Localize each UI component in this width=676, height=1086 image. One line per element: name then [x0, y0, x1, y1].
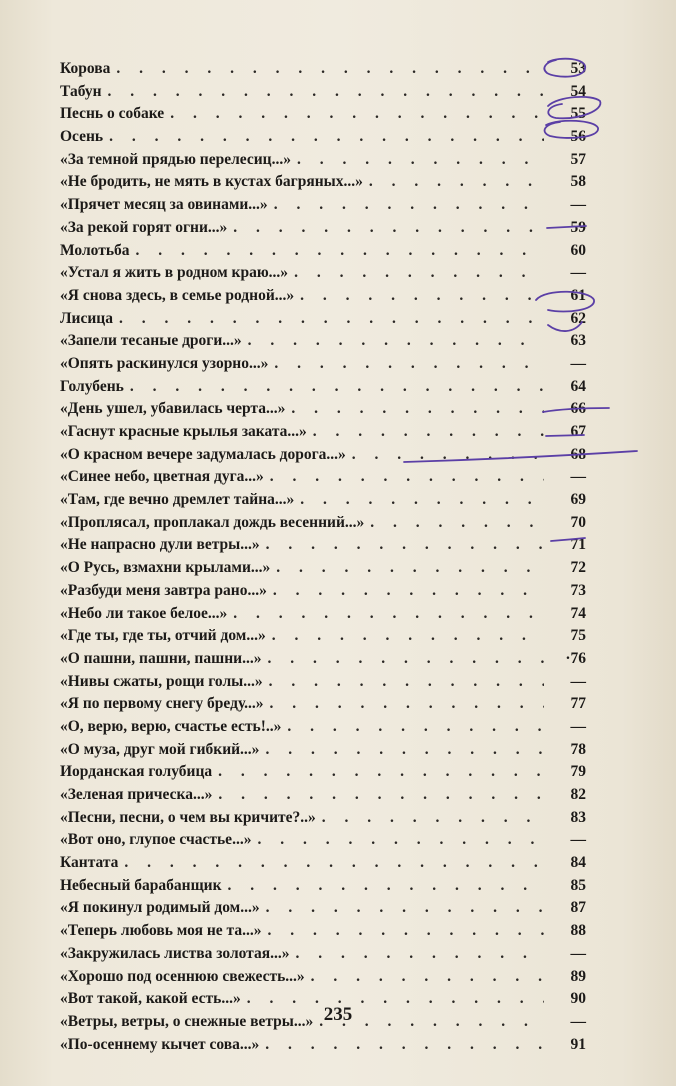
toc-entry-title: «Закружилась листва золотая...»: [60, 944, 290, 962]
page-number: 235: [323, 1004, 353, 1025]
toc-entry: [60, 398, 586, 421]
toc-entry: [60, 1034, 586, 1057]
toc-entry-page: 67: [570, 423, 586, 440]
dot-leader: [274, 353, 544, 376]
toc-entry-title: Корова: [60, 60, 111, 77]
toc-entry-title: Молотьба: [60, 241, 130, 259]
toc-entry-page: 60: [570, 241, 586, 259]
toc-entry-page: —: [570, 354, 586, 372]
dot-leader: [266, 534, 544, 557]
toc-entry-page: 75: [570, 627, 586, 645]
toc-entry-page: —: [570, 468, 586, 486]
dot-leader: [273, 580, 544, 603]
toc-entry-page: 61: [570, 286, 586, 304]
toc-entry-page: 56: [570, 128, 586, 146]
toc-entry-title: «По-осеннему кычет сова...»: [60, 1035, 260, 1053]
toc-entry-title: «Запели тесаные дроги...»: [60, 332, 242, 350]
toc-entry-title: «Я снова здесь, в семье родной...»: [60, 286, 295, 304]
toc-entry-title: Голубень: [60, 377, 124, 395]
dot-leader: [276, 557, 544, 580]
toc-entry-title: «Песни, песни, о чем вы кричите?..»: [60, 808, 316, 826]
toc-entry: [60, 308, 586, 331]
toc-entry-title: Иорданская голубица: [60, 763, 213, 781]
dot-leader: [287, 716, 544, 739]
toc-entry-page: —: [570, 264, 586, 282]
toc-entry-title: «Не бродить, не мять в кустах багряных...»: [60, 173, 363, 191]
toc-entry: [60, 421, 586, 444]
toc-entry-page: 77: [570, 695, 586, 713]
toc-entry-page: 73: [570, 581, 586, 599]
dot-leader: [369, 171, 544, 194]
toc-entry: [60, 875, 586, 898]
toc-entry-title: Кантата: [60, 854, 119, 872]
toc-entry-title: «Синее небо, цветная дуга...»: [60, 468, 264, 486]
toc-entry-title: Песнь о собаке: [60, 105, 165, 123]
toc-entry-title: «Опять раскинулся узорно...»: [60, 354, 269, 372]
toc-entry-title: «Вот оно, глупое счастье...»: [60, 831, 252, 849]
dot-leader: [265, 739, 544, 762]
toc-entry: [60, 103, 586, 126]
dot-leader: [270, 466, 544, 489]
dot-leader: [124, 852, 544, 875]
toc-entry-page: 53: [570, 60, 586, 77]
dot-leader: [313, 421, 544, 444]
dot-leader: [272, 625, 544, 648]
toc-entry-title: «Хорошо под осеннюю свежесть...»: [60, 967, 305, 985]
toc-entry: [60, 784, 586, 807]
toc-entry: [60, 512, 586, 535]
dot-leader: [274, 194, 544, 217]
toc-entry-page: 88: [570, 922, 586, 940]
dot-leader: [228, 875, 544, 898]
dot-leader: [218, 761, 544, 784]
dot-leader: [269, 671, 544, 694]
toc-entry-page: 68: [570, 445, 586, 463]
toc-entry: [60, 852, 586, 875]
toc-entry-title: «За рекой горят огни...»: [60, 218, 228, 236]
toc-entry-page: 89: [570, 967, 586, 985]
toc-entry: [60, 807, 586, 830]
toc-entry-page: 83: [570, 808, 586, 826]
toc-entry: [60, 126, 586, 149]
toc-entry-page: 85: [570, 876, 586, 894]
toc-entry-page: 66: [570, 400, 586, 418]
toc-entry-page: ·76: [565, 649, 586, 667]
toc-entry-page: —: [570, 831, 586, 849]
toc-entry-page: 90: [570, 990, 586, 1008]
dot-leader: [352, 444, 544, 467]
toc-entry: [60, 376, 586, 399]
toc-entry-page: 62: [570, 309, 586, 327]
toc-entry-page: 54: [570, 82, 586, 100]
toc-entry-title: «Зеленая прическа...»: [60, 786, 213, 803]
dot-leader: [370, 512, 544, 535]
toc-entry-title: «День ушел, убавилась черта...»: [60, 400, 286, 418]
toc-entry-page: 55: [570, 105, 586, 123]
dot-leader: [291, 398, 544, 421]
dot-leader: [233, 217, 544, 240]
dot-leader: [267, 920, 544, 943]
toc-entry-title: «Я покинул родимый дом...»: [60, 899, 260, 917]
toc-entry: [60, 81, 586, 104]
toc-entry: [60, 262, 586, 285]
dot-leader: [119, 308, 544, 331]
dot-leader: [296, 943, 545, 966]
toc-entry-title: «За темной прядью перелесиц...»: [60, 150, 291, 168]
dot-leader: [311, 966, 544, 989]
toc-entry-title: «Где ты, где ты, отчий дом...»: [60, 627, 266, 645]
toc-entry: [60, 149, 586, 172]
toc-entry: [60, 739, 586, 762]
toc-entry-title: «Вот такой, какой есть...»: [60, 990, 241, 1008]
dot-leader: [136, 240, 544, 263]
toc-entry-page: 59: [570, 218, 586, 236]
toc-entry: [60, 194, 586, 217]
toc-entry: [60, 217, 586, 240]
dot-leader: [109, 126, 544, 149]
toc-entry: [60, 625, 586, 648]
dot-leader: [267, 648, 544, 671]
dot-leader: [116, 58, 544, 81]
dot-leader: [270, 693, 544, 716]
toc-entry: [60, 761, 586, 784]
toc-entry: [60, 557, 586, 580]
toc-entry-page: 79: [570, 763, 586, 781]
dot-leader: [297, 149, 544, 172]
toc-entry-page: —: [570, 196, 586, 214]
toc-entry: [60, 966, 586, 989]
toc-entry-title: «Не напрасно дули ветры...»: [60, 536, 260, 554]
toc-entry-title: «Устал я жить в родном краю...»: [60, 264, 289, 282]
dot-leader: [265, 1034, 544, 1057]
toc-entry: [60, 648, 586, 671]
toc-entry: [60, 58, 586, 81]
table-of-contents: [60, 58, 586, 1056]
toc-entry-page: —: [570, 717, 586, 735]
toc-entry-title: «Небо ли такое белое...»: [60, 604, 228, 622]
toc-entry: [60, 171, 586, 194]
toc-entry-page: 57: [570, 150, 586, 168]
toc-entry: [60, 330, 586, 353]
toc-entry-page: 74: [570, 604, 586, 622]
dot-leader: [108, 81, 544, 104]
dot-leader: [257, 829, 544, 852]
toc-entry-page: 82: [570, 786, 586, 803]
toc-entry: [60, 943, 586, 966]
toc-entry: [60, 444, 586, 467]
toc-entry-title: Табун: [60, 82, 102, 100]
toc-entry-title: Осень: [60, 128, 104, 146]
toc-entry-title: «Нивы сжаты, рощи голы...»: [60, 672, 263, 690]
toc-entry: [60, 489, 586, 512]
toc-entry-title: «Гаснут красные крылья заката...»: [60, 423, 307, 440]
dot-leader: [248, 330, 544, 353]
toc-entry: [60, 285, 586, 308]
dot-leader: [294, 262, 544, 285]
toc-entry: [60, 829, 586, 852]
toc-entry-page: 84: [570, 854, 586, 872]
dot-leader: [170, 103, 544, 126]
toc-entry-title: Небесный барабанщик: [60, 876, 222, 894]
toc-entry: [60, 603, 586, 626]
toc-entry: [60, 693, 586, 716]
toc-entry-page: 72: [570, 559, 586, 577]
toc-entry-title: «Я по первому снегу бреду...»: [60, 695, 264, 713]
toc-entry: [60, 897, 586, 920]
toc-entry: [60, 920, 586, 943]
toc-entry-page: 64: [570, 377, 586, 395]
toc-entry-title: Лисица: [60, 309, 113, 327]
toc-entry-title: «О пашни, пашни, пашни...»: [60, 649, 262, 667]
toc-entry: [60, 466, 586, 489]
toc-entry-title: «Прячет месяц за овинами...»: [60, 196, 268, 214]
toc-entry: [60, 240, 586, 263]
toc-entry: [60, 534, 586, 557]
toc-entry: [60, 716, 586, 739]
toc-entry-title: «О, верю, верю, счастье есть!..»: [60, 717, 282, 735]
toc-entry-title: «Там, где вечно дремлет тайна...»: [60, 491, 295, 509]
toc-entry: [60, 580, 586, 603]
dot-leader: [300, 285, 544, 308]
toc-entry-page: 70: [570, 513, 586, 531]
toc-entry: [60, 353, 586, 376]
toc-entry-title: «Проплясал, проплакал дождь весенний...»: [60, 513, 365, 531]
toc-entry-page: 58: [570, 173, 586, 191]
toc-entry-page: 71: [570, 536, 586, 554]
toc-entry-page: —: [570, 672, 586, 690]
toc-entry-page: 87: [570, 899, 586, 917]
dot-leader: [266, 897, 544, 920]
toc-entry-page: —: [570, 944, 586, 962]
toc-entry-page: 91: [570, 1035, 586, 1053]
toc-entry-title: «О красном вечере задумалась дорога...»: [60, 445, 346, 463]
toc-entry: [60, 671, 586, 694]
toc-entry-page: 63: [570, 332, 586, 350]
toc-entry-title: «Разбуди меня завтра рано...»: [60, 581, 267, 599]
toc-entry-page: 78: [570, 740, 586, 758]
dot-leader: [218, 784, 544, 807]
toc-entry-title: «Ветры, ветры, о снежные ветры...»: [60, 1012, 314, 1030]
dot-leader: [233, 603, 544, 626]
toc-entry-page: —: [570, 1012, 586, 1030]
toc-entry-title: «О муза, друг мой гибкий...»: [60, 740, 260, 758]
dot-leader: [130, 376, 544, 399]
dot-leader: [322, 807, 544, 830]
dot-leader: [300, 489, 544, 512]
toc-entry-page: 69: [570, 491, 586, 509]
toc-entry-title: «О Русь, взмахни крылами...»: [60, 559, 271, 577]
toc-entry-title: «Теперь любовь моя не та...»: [60, 922, 262, 940]
